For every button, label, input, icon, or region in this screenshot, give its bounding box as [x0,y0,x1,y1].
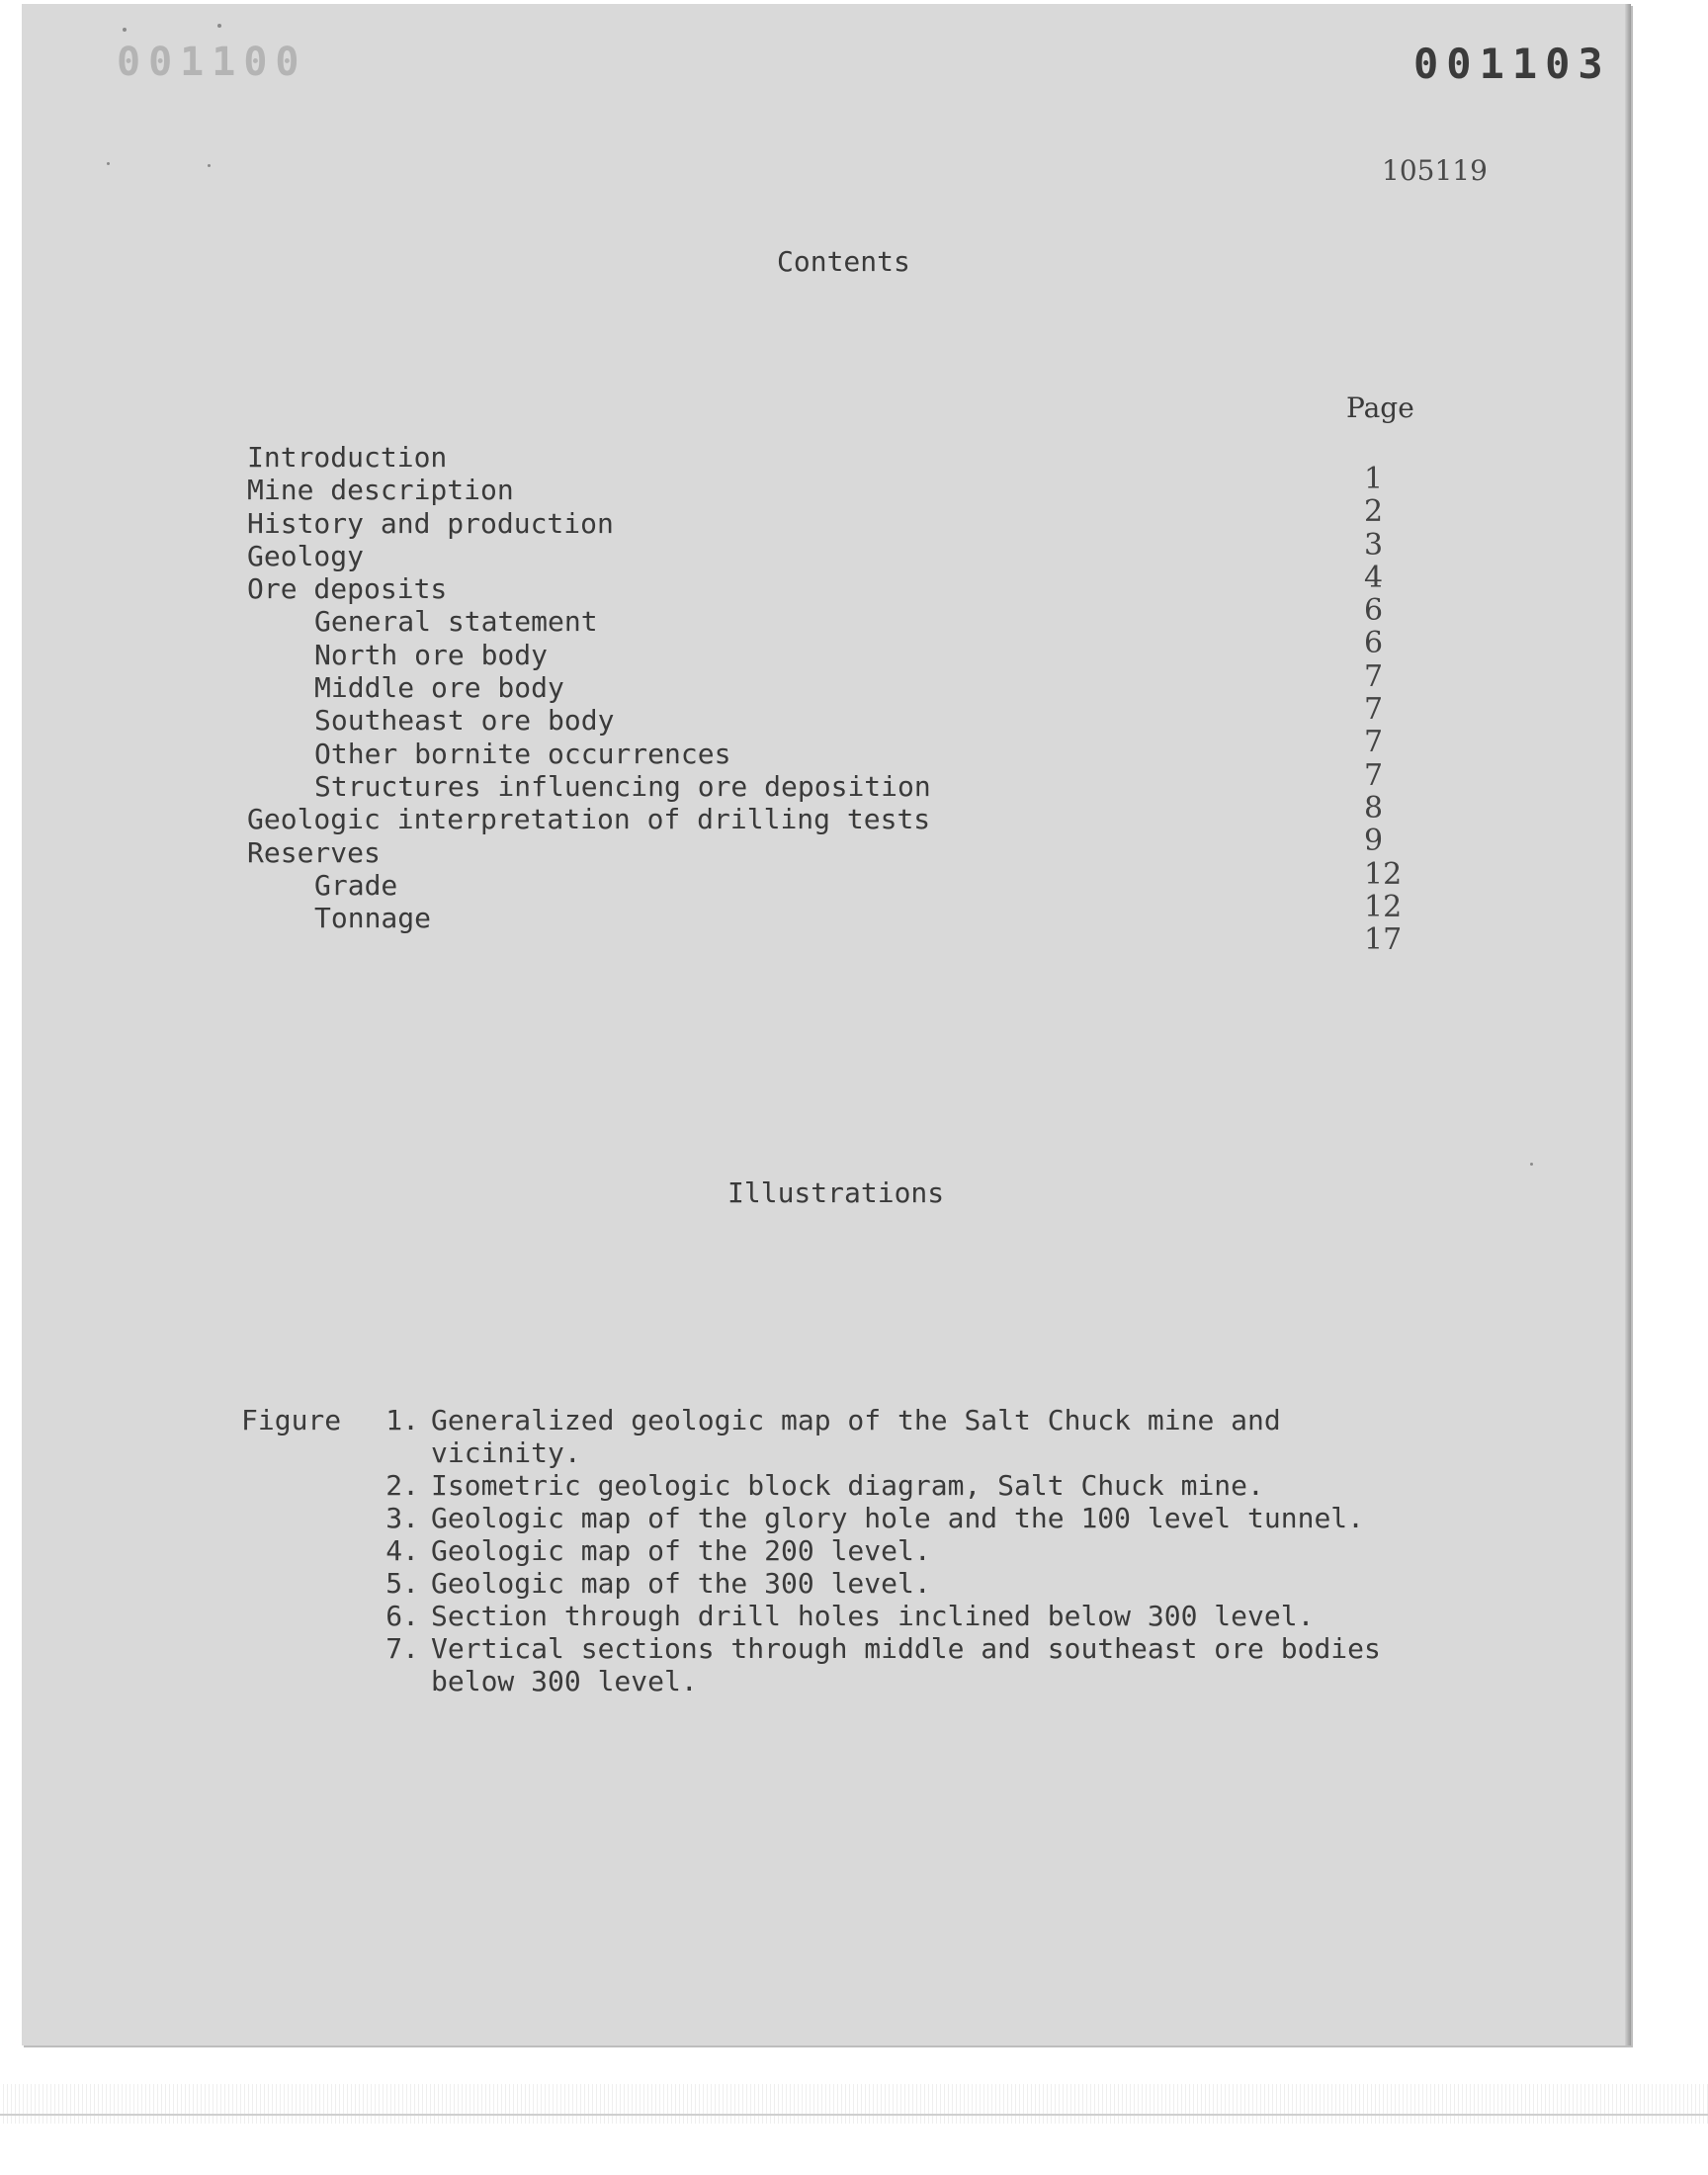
toc-page-number: 17 [1364,922,1403,958]
speck [123,28,127,32]
toc-page-number: 7 [1364,757,1384,793]
figure-number: 6. [385,1600,419,1632]
toc-label: Grade [314,868,398,902]
toc-label: North ore body [314,638,549,671]
speck [107,162,110,165]
figure-caption: Generalized geologic map of the Salt Chuck mine and vicinity. [431,1404,1281,1469]
toc-label: Tonnage [314,902,432,935]
figure-entry [241,1469,1477,1502]
scan-line [0,2114,1708,2116]
figure-number: 1. [385,1404,419,1436]
illustrations-list [241,1404,1477,1697]
figure-number: 4. [385,1534,419,1567]
toc-label: Geologic interpretation of drilling tests [247,803,931,836]
figure-caption: Geologic map of the glory hole and the 100 level tunnel. [431,1502,1365,1534]
toc-label: History and production [247,506,614,540]
toc-page-number: 8 [1364,790,1384,826]
toc-page-number: 6 [1364,593,1384,629]
toc-page-number: 1 [1364,462,1384,496]
toc-label: Structures influencing ore deposition [314,769,931,803]
toc-page-number: 4 [1364,560,1384,595]
toc-page-number: 7 [1364,725,1384,760]
toc-page-number: 3 [1364,527,1384,563]
speck [217,24,221,28]
toc-label: Middle ore body [314,671,564,705]
figure-caption: Vertical sections through middle and southeast ore bodies below 300 level. [431,1632,1381,1697]
figure-entry [241,1600,1477,1632]
toc-label: Reserves [247,835,381,869]
contents-heading: Contents [777,245,910,278]
figure-entry [241,1632,1477,1697]
file-number: 105119 [1382,154,1488,187]
figure-caption: Isometric geologic block diagram, Salt Chuck mine. [431,1469,1264,1502]
toc-label: Geology [247,539,365,572]
figure-entry [241,1567,1477,1600]
figure-prefix: Figure [241,1404,342,1436]
toc-page-number: 6 [1364,626,1384,661]
toc-label: Southeast ore body [314,704,615,738]
toc-page-number: 7 [1364,692,1384,728]
toc-subentry [247,902,1433,958]
figure-entry [241,1404,1477,1469]
figure-number: 7. [385,1632,419,1665]
figure-number: 2. [385,1469,419,1502]
toc-page-number: 2 [1364,494,1384,530]
toc-page-number: 7 [1364,658,1384,694]
page-column-heading: Page [1346,392,1414,424]
figure-number: 5. [385,1567,419,1600]
figure-number: 3. [385,1502,419,1534]
figure-caption: Geologic map of the 300 level. [431,1567,931,1600]
toc-label: Ore deposits [247,572,448,606]
toc-page-number: 12 [1364,856,1403,892]
toc-page-number: 12 [1364,889,1403,924]
scan-artifact [0,2084,1708,2124]
figure-entry [241,1502,1477,1534]
figure-caption: Geologic map of the 200 level. [431,1534,931,1567]
figure-caption: Section through drill holes inclined below 300 level. [431,1600,1315,1632]
toc-page-number: 9 [1364,824,1384,859]
illustrations-heading: Illustrations [727,1176,945,1209]
document-page [22,4,1631,2045]
toc-label: General statement [314,605,598,639]
table-of-contents [247,441,1433,958]
faded-stamp-number: 001100 [117,40,307,85]
figure-entry [241,1534,1477,1567]
stamp-number: 001103 [1413,40,1611,88]
speck [208,164,211,167]
toc-label: Other bornite occurrences [314,737,731,770]
toc-label: Mine description [247,474,514,507]
speck [1530,1163,1533,1166]
toc-label: Introduction [247,441,448,474]
